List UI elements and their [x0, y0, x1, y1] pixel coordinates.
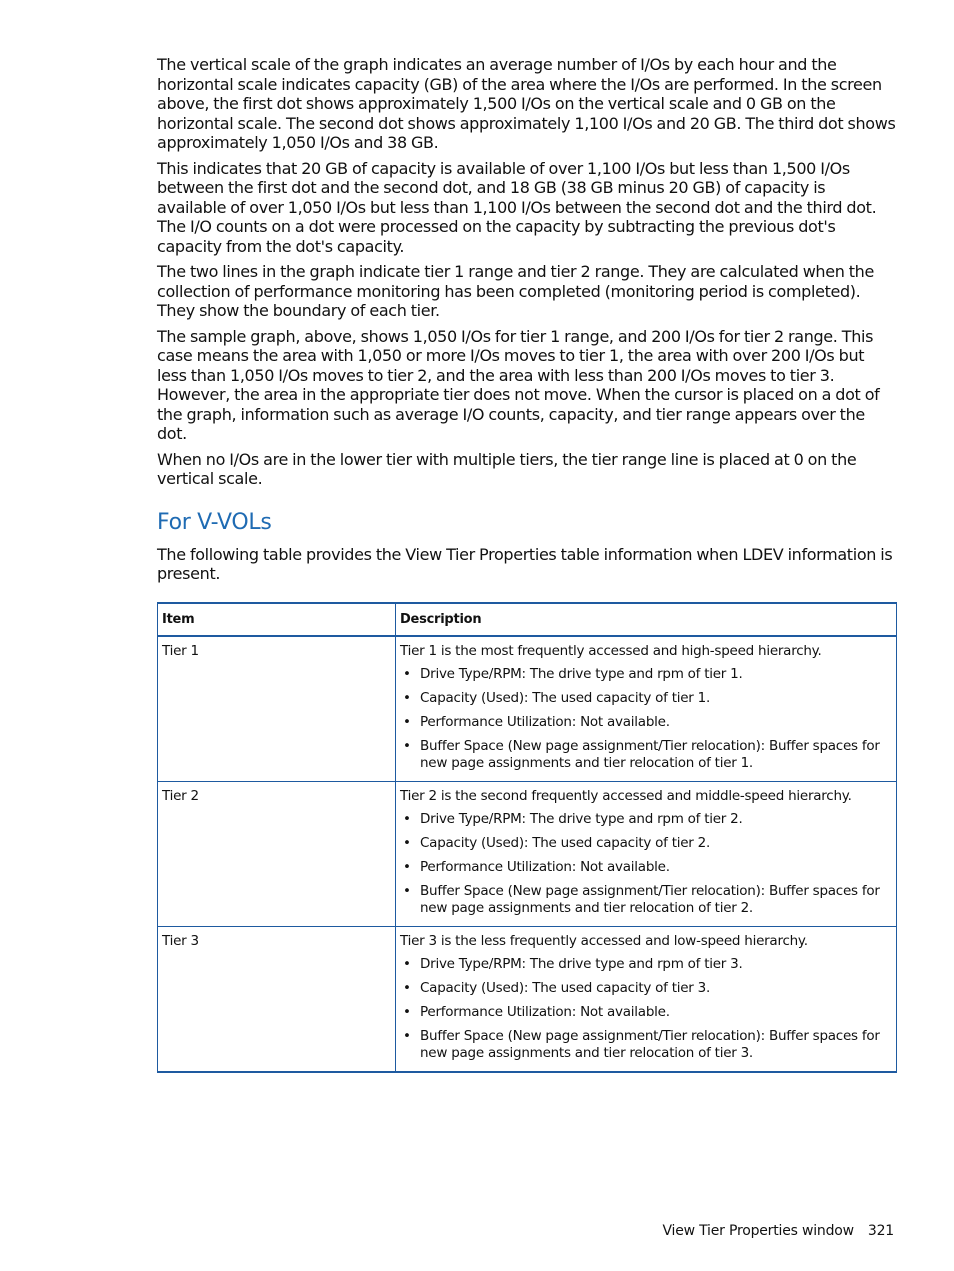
table-header-row	[158, 603, 897, 636]
page-content	[157, 55, 897, 1073]
tier-properties-table	[157, 602, 897, 1073]
bullet-text: Drive Type/RPM: The drive type and rpm of tier 2.	[420, 810, 743, 827]
bullet-icon: •	[403, 955, 411, 972]
description-intro: Tier 3 is the less frequently accessed and low-speed hierarchy.	[400, 932, 808, 949]
bullet-text: Performance Utilization: Not available.	[420, 858, 670, 875]
list-item	[400, 738, 891, 772]
item-cell: Tier 1	[158, 636, 396, 782]
body-paragraph: The sample graph, above, shows 1,050 I/Os for tier 1 range, and 200 I/Os for tier 2 range. This case means the area with 1,050 or more I/Os moves to tier 1, the area with over 200 I/Os but less than 1,050 I/Os moves to tier 2, and the area with less than 200 I/Os moves to tier 3. However, the area in the appropriate tier does not move. When the cursor is placed on a dot of the graph, information such as average I/O counts, capacity, and tier range appears over the dot.	[157, 326, 880, 443]
list-item	[400, 835, 891, 852]
bullet-icon: •	[403, 882, 411, 899]
bullet-icon: •	[403, 1003, 411, 1020]
body-paragraph: This indicates that 20 GB of capacity is available of over 1,100 I/Os but less than 1,500 I/Os between the first dot and the second dot, and 18 GB (38 GB minus 20 GB) of capacity is available of over 1,050 I/Os but less than 1,100 I/Os between the second dot and the third dot. The I/O counts on a dot were processed on the capacity by subtracting the previous dot's capacity from the dot's capacity.	[157, 158, 877, 256]
bullet-list	[400, 811, 891, 917]
section-intro: The following table provides the View Tier Properties table information when LDEV information is present.	[157, 544, 893, 583]
description-intro: Tier 2 is the second frequently accessed and middle-speed hierarchy.	[400, 787, 852, 804]
description-cell	[396, 636, 897, 782]
section-heading: For V-VOLs	[157, 509, 272, 535]
description-cell	[396, 781, 897, 926]
description-cell	[396, 926, 897, 1072]
body-paragraph: The two lines in the graph indicate tier 1 range and tier 2 range. They are calculated when the collection of performance monitoring has been completed (monitoring period is completed). They show the boundary of each tier.	[157, 262, 874, 320]
list-item	[400, 883, 891, 917]
bullet-icon: •	[403, 1027, 411, 1044]
bullet-text: Drive Type/RPM: The drive type and rpm of tier 1.	[420, 665, 743, 682]
bullet-text: Buffer Space (New page assignment/Tier relocation): Buffer spaces for new page assignments and tier relocation of tier 2.	[420, 882, 880, 916]
bullet-icon: •	[403, 665, 411, 682]
bullet-icon: •	[403, 689, 411, 706]
bullet-text: Buffer Space (New page assignment/Tier relocation): Buffer spaces for new page assignments and tier relocation of tier 3.	[420, 1027, 880, 1061]
body-paragraph: The vertical scale of the graph indicates an average number of I/Os by each hour and the horizontal scale indicates capacity (GB) of the area where the I/Os are performed. In the screen above, the first dot shows approximately 1,500 I/Os on the vertical scale and 0 GB on the horizontal scale. The second dot shows approximately 1,100 I/Os and 20 GB. The third dot shows approximately 1,050 I/Os and 38 GB.	[157, 55, 896, 152]
bullet-icon: •	[403, 858, 411, 875]
table-row	[158, 636, 897, 782]
bullet-icon: •	[403, 810, 411, 827]
list-item	[400, 956, 891, 973]
bullet-icon: •	[403, 737, 411, 754]
tier-properties-table-wrap	[157, 602, 897, 1073]
list-item	[400, 666, 891, 683]
bullet-text: Buffer Space (New page assignment/Tier relocation): Buffer spaces for new page assignments and tier relocation of tier 1.	[420, 737, 880, 771]
list-item	[400, 1004, 891, 1021]
body-paragraph: When no I/Os are in the lower tier with multiple tiers, the tier range line is placed at 0 on the vertical scale.	[157, 449, 857, 488]
list-item	[400, 859, 891, 876]
bullet-text: Capacity (Used): The used capacity of tier 1.	[420, 689, 711, 706]
description-intro: Tier 1 is the most frequently accessed and high-speed hierarchy.	[400, 642, 822, 659]
bullet-text: Capacity (Used): The used capacity of tier 2.	[420, 834, 711, 851]
column-header-item: Item	[158, 603, 396, 636]
page-number: 321	[867, 1223, 894, 1239]
bullet-text: Capacity (Used): The used capacity of tier 3.	[420, 979, 711, 996]
bullet-icon: •	[403, 834, 411, 851]
bullet-text: Performance Utilization: Not available.	[420, 713, 670, 730]
bullet-text: Drive Type/RPM: The drive type and rpm of tier 3.	[420, 955, 743, 972]
footer-title: View Tier Properties window	[662, 1223, 854, 1239]
page-footer	[662, 1223, 894, 1239]
column-header-description: Description	[396, 603, 897, 636]
table-row	[158, 926, 897, 1072]
bullet-list	[400, 666, 891, 772]
bullet-text: Performance Utilization: Not available.	[420, 1003, 670, 1020]
list-item	[400, 690, 891, 707]
list-item	[400, 1028, 891, 1062]
table-row	[158, 781, 897, 926]
item-cell: Tier 3	[158, 926, 396, 1072]
list-item	[400, 811, 891, 828]
bullet-icon: •	[403, 713, 411, 730]
list-item	[400, 714, 891, 731]
bullet-icon: •	[403, 979, 411, 996]
item-cell: Tier 2	[158, 781, 396, 926]
bullet-list	[400, 956, 891, 1062]
list-item	[400, 980, 891, 997]
